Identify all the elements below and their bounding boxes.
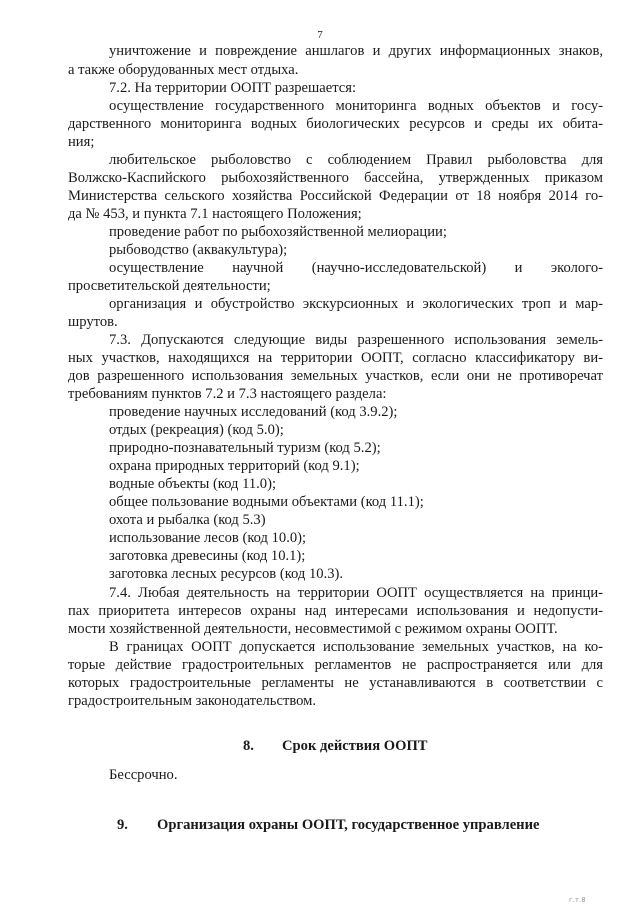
- list-item: отдых (рекреация) (код 5.0);: [109, 422, 284, 438]
- text-line: требованиям пунктов 7.2 и 7.3 настоящего раздела:: [68, 386, 387, 402]
- list-item: природно-познавательный туризм (код 5.2);: [109, 440, 381, 456]
- text-line: В границах ООПТ допускается использование земельных участков, на ко-: [109, 639, 603, 655]
- text-line: рыбоводство (аквакультура);: [109, 242, 288, 258]
- text-line: осуществление государственного мониторинга водных объектов и госу-: [109, 98, 603, 114]
- text-line: дов разрешенного использования земельных участков, если они не противоречат: [68, 368, 603, 384]
- text-line: ния;: [68, 134, 95, 150]
- list-item: общее пользование водными объектами (код 11.1);: [109, 494, 424, 510]
- text-line: уничтожение и повреждение аншлагов и других информационных знаков,: [109, 43, 603, 59]
- page-number: 7: [317, 29, 323, 41]
- list-item: охрана природных территорий (код 9.1);: [109, 458, 360, 474]
- text-line: мости хозяйственной деятельности, несовместимой с режимом охраны ООПТ.: [68, 621, 558, 637]
- text-line: а также оборудованных мест отдыха.: [68, 62, 299, 78]
- text-line: 7.3. Допускаются следующие виды разрешенного использования земель-: [109, 332, 603, 348]
- text-line: да № 453, и пункта 7.1 настоящего Положения;: [68, 206, 362, 222]
- list-item: охота и рыбалка (код 5.3): [109, 512, 266, 528]
- list-item: заготовка древесины (код 10.1);: [109, 548, 306, 564]
- list-item: использование лесов (код 10.0);: [109, 530, 307, 546]
- text-line: Волжско-Каспийского рыбохозяйственного бассейна, утвержденных приказом: [68, 170, 603, 186]
- text-line: шрутов.: [68, 314, 118, 330]
- section-9-heading: Организация охраны ООПТ, государственное управление: [157, 817, 540, 833]
- section-9-number: 9.: [117, 817, 128, 833]
- section-8-heading: Срок действия ООПТ: [282, 738, 428, 754]
- text-line: проведение работ по рыбохозяйственной мелиорации;: [109, 224, 447, 240]
- text-line: Министерства сельского хозяйства Российской Федерации от 18 ноября 2014 го-: [68, 188, 603, 204]
- text-line: которых градостроительные регламенты не устанавливаются в соответствии с: [68, 675, 603, 691]
- footer-mark: г.т.8: [569, 896, 586, 904]
- text-line: ных участков, находящихся на территории ООПТ, согласно классификатору ви-: [68, 350, 603, 366]
- text-line: просветительской деятельности;: [68, 278, 271, 294]
- list-item: проведение научных исследований (код 3.9.2);: [109, 404, 398, 420]
- list-item: водные объекты (код 11.0);: [109, 476, 277, 492]
- text-line: торые действие градостроительных регламентов не распространяется или для: [68, 657, 603, 673]
- section-8-text: Бессрочно.: [109, 767, 178, 783]
- text-line: пах приоритета интересов охраны над интересами использования и недопусти-: [68, 603, 603, 619]
- text-line: 7.4. Любая деятельность на территории ООПТ осуществляется на принци-: [109, 585, 603, 601]
- text-line: организация и обустройство экскурсионных и экологических троп и мар-: [109, 296, 603, 312]
- text-line: любительское рыболовство с соблюдением Правил рыболовства для: [109, 152, 603, 168]
- text-line: дарственного мониторинга водных биологических ресурсов и среды их обита-: [68, 116, 603, 132]
- text-line: осуществление научной (научно-исследовательской) и эколого-: [109, 260, 603, 276]
- text-line: 7.2. На территории ООПТ разрешается:: [109, 80, 356, 96]
- text-line: градостроительным законодательством.: [68, 693, 317, 709]
- section-8-number: 8.: [243, 738, 254, 754]
- list-item: заготовка лесных ресурсов (код 10.3).: [109, 566, 344, 582]
